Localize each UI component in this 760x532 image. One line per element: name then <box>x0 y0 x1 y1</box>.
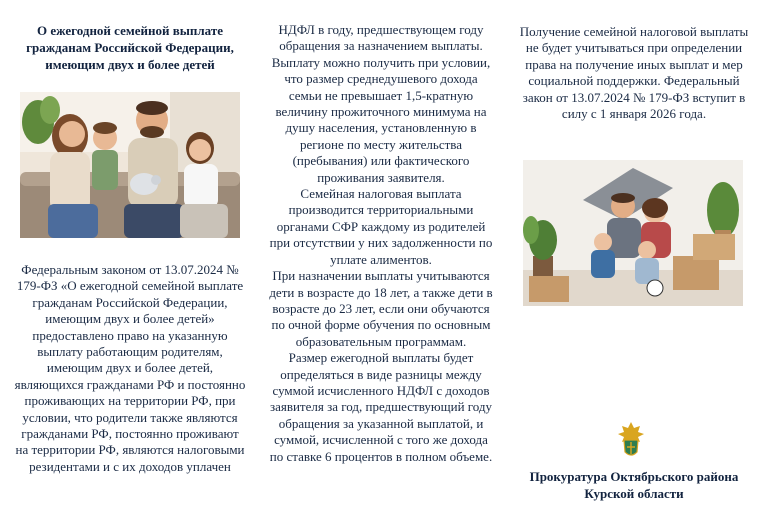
paragraph-payment-body: Семейная налоговая выплата производится территориальными органами СФР каждому из родителей при отсутствии у них задолженности по уплате алиментов. <box>269 186 493 267</box>
paragraph-payment-amount: Размер ежегодной выплаты будет определяться в виде разницы между суммой исчисленного НДФЛ с доходов заявителя за год, предшествующий году обращения за указанной выплатой, и суммой, исчисленной с того же дохода по ставке 6 процентов в полном объеме. <box>269 350 493 464</box>
organization-name: Прокуратура Октябрьского района Курской области <box>529 469 739 501</box>
family-sofa-photo <box>20 92 240 238</box>
intro-paragraph: Федеральным законом от 13.07.2024 № 179-ФЗ «О ежегодной семейной выплате гражданам Российской Федерации, имеющим двух и более детей» предоставлено право на указанную выплату работающим родителям, имеющим двух и более детей, являющихся гражданами РФ и постоянно проживающих на территории РФ, при условии, что родители также являются гражданами РФ, постоянно проживают на территории РФ, являются налоговыми резидентами и с их доходов уплачен <box>14 262 246 474</box>
leaflet-title: О ежегодной семейной выплате гражданам Российской Федерации, имеющим двух и более детей <box>26 23 234 72</box>
paragraph-income-condition: НДФЛ в году, предшествующем году обращения за назначением выплаты. Выплату можно получить при условии, что размер среднедушевого дохода семьи не превышает 1,5-кратную величину прожиточного минимума на душу населения, установленную в регионе по месту жительства (пребывания) или фактического проживания заявителя. <box>271 22 491 185</box>
paragraph-children-age: При назначении выплаты учитываются дети в возрасте до 18 лет, а также дети в возрасте до 23 лет, если они обучаются по очной форме обучения по основным образовательным программам. <box>269 268 493 349</box>
conditions-text <box>268 22 494 465</box>
effective-date-paragraph: Получение семейной налоговой выплаты не будет учитываться при определении права на получение иных выплат и мер социальной поддержки. Федеральный закон от 13.07.2024 № 179-ФЗ вступит в силу с 1 января 2026 года. <box>519 24 749 122</box>
prosecutor-emblem-icon <box>612 420 650 460</box>
family-new-home-photo <box>523 160 743 306</box>
